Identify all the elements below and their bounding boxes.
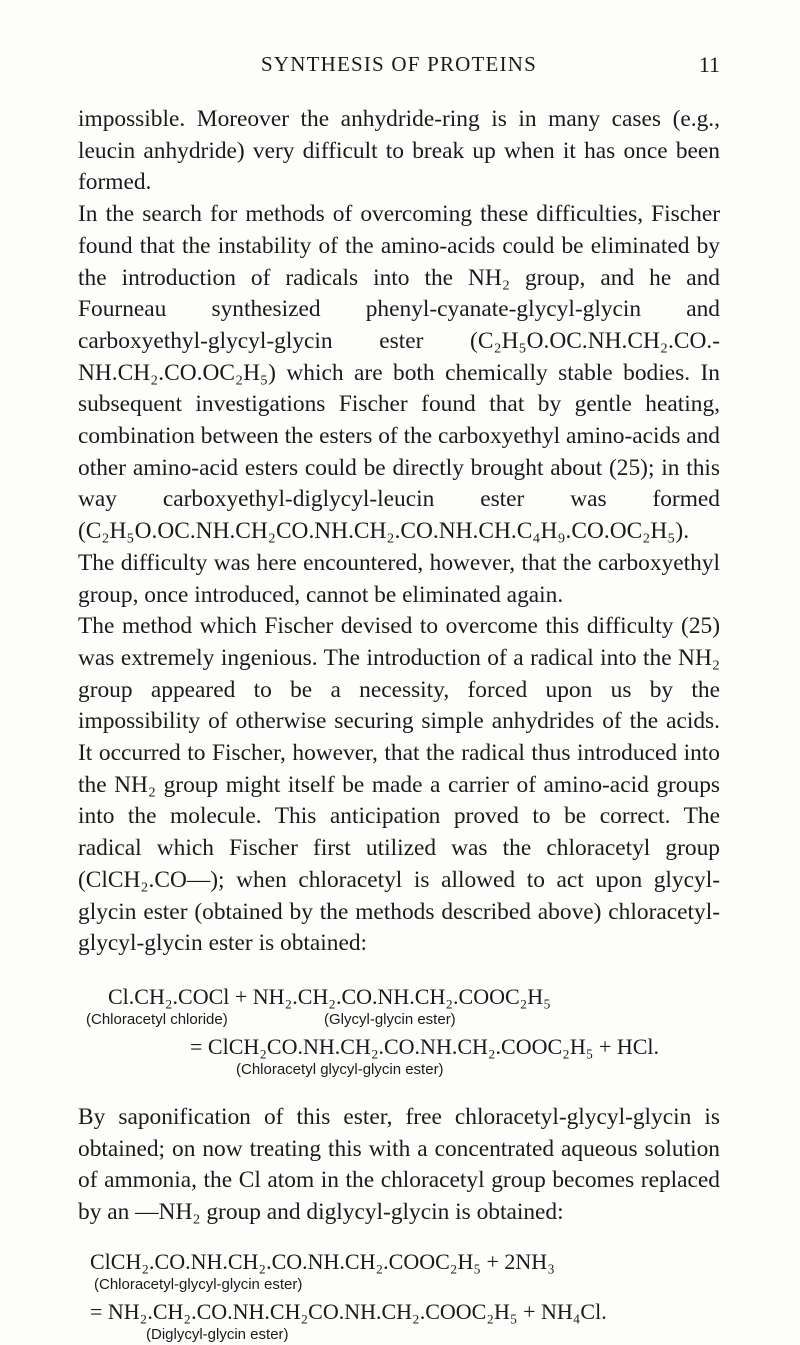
equation-line: = NH₂.CH₂.CO.NH.CH₂CO.NH.CH₂.COOC₂H₅ + NH₄Cl. bbox=[90, 1298, 607, 1324]
equation-labels bbox=[78, 1325, 720, 1345]
equation-line: ClCH₂.CO.NH.CH₂.CO.NH.CH₂.COOC₂H₅ + 2NH₃ bbox=[90, 1248, 555, 1274]
book-page bbox=[78, 52, 720, 1345]
equation-labels bbox=[78, 1275, 720, 1295]
equation-amination bbox=[78, 1249, 720, 1345]
equation-line: = ClCH₂CO.NH.CH₂.CO.NH.CH₂.COOC₂H₅ + HCl. bbox=[190, 1033, 659, 1059]
compound-label: (Chloracetyl chloride) bbox=[86, 1010, 228, 1028]
equation-labels bbox=[78, 1010, 720, 1030]
compound-label: (Chloracetyl-glycyl-glycin ester) bbox=[94, 1275, 303, 1293]
paragraph-3: The method which Fischer devised to overcome this difficulty (25) was extremely ingenious. The introduction of a radical into the NH₂ group appeared to be a necessity, forced upon us by the impossibility of otherwise securing simple anhydrides of the acids. It occurred to Fischer, however, that the radical thus introduced into the NH₂ group might itself be made a carrier of amino-acid groups into the molecule. This anticipation proved to be correct. The radical which Fischer first utilized was the chloracetyl group (ClCH₂.CO—); when chloracetyl is allowed to act upon glycyl-glycin ester (obtained by the methods described above) chloracetyl-glycyl-glycin ester is obtained: bbox=[78, 613, 720, 957]
equation-labels bbox=[78, 1060, 720, 1080]
equation-line: Cl.CH₂.COCl + NH₂.CH₂.CO.NH.CH₂.COOC₂H₅ bbox=[108, 983, 551, 1009]
paragraph-1: impossible. Moreover the anhydride-ring is in many cases (e.g., leucin anhydride) very difficult to break up when it has once been formed. bbox=[78, 106, 720, 196]
compound-label: (Chloracetyl glycyl-glycin ester) bbox=[236, 1060, 444, 1078]
equation-chloracetylation bbox=[78, 984, 720, 1080]
paragraph-2: In the search for methods of overcoming these difficulties, Fischer found that the instability of the amino-acids could be eliminated by the introduction of radicals into the NH₂ group, and he and Fourneau synthesized phenyl-cyanate-glycyl-glycin and carboxyethyl-glycyl-glycin ester (C₂H₅O.OC.NH.CH₂.CO.-NH.CH₂.CO.OC₂H₅) which are both chemically stable bodies. In subsequent investigations Fischer found that by gentle heating, combination between the esters of the carboxyethyl amino-acids and other amino-acid esters could be directly brought about (25); in this way carboxyethyl-diglycyl-leucin ester was formed (C₂H₅O.OC.NH.CH₂CO.NH.CH₂.CO.NH.CH.C₄H₉.CO.OC₂H₅). The difficulty was here encountered, however, that the carboxyethyl group, once introduced, cannot be eliminated again. bbox=[78, 201, 720, 608]
page-number: 11 bbox=[698, 52, 720, 77]
compound-label: (Glycyl-glycin ester) bbox=[324, 1010, 456, 1028]
running-head bbox=[78, 52, 720, 86]
running-title: SYNTHESIS OF PROTEINS bbox=[260, 52, 538, 76]
compound-label: (Diglycyl-glycin ester) bbox=[146, 1325, 289, 1343]
paragraph-4: By saponification of this ester, free chloracetyl-glycyl-glycin is obtained; on now treating this with a concentrated aqueous solution of ammonia, the Cl atom in the chloracetyl group becomes replaced by an —NH₂ group and diglycyl-glycin is obtained: bbox=[78, 1103, 720, 1226]
